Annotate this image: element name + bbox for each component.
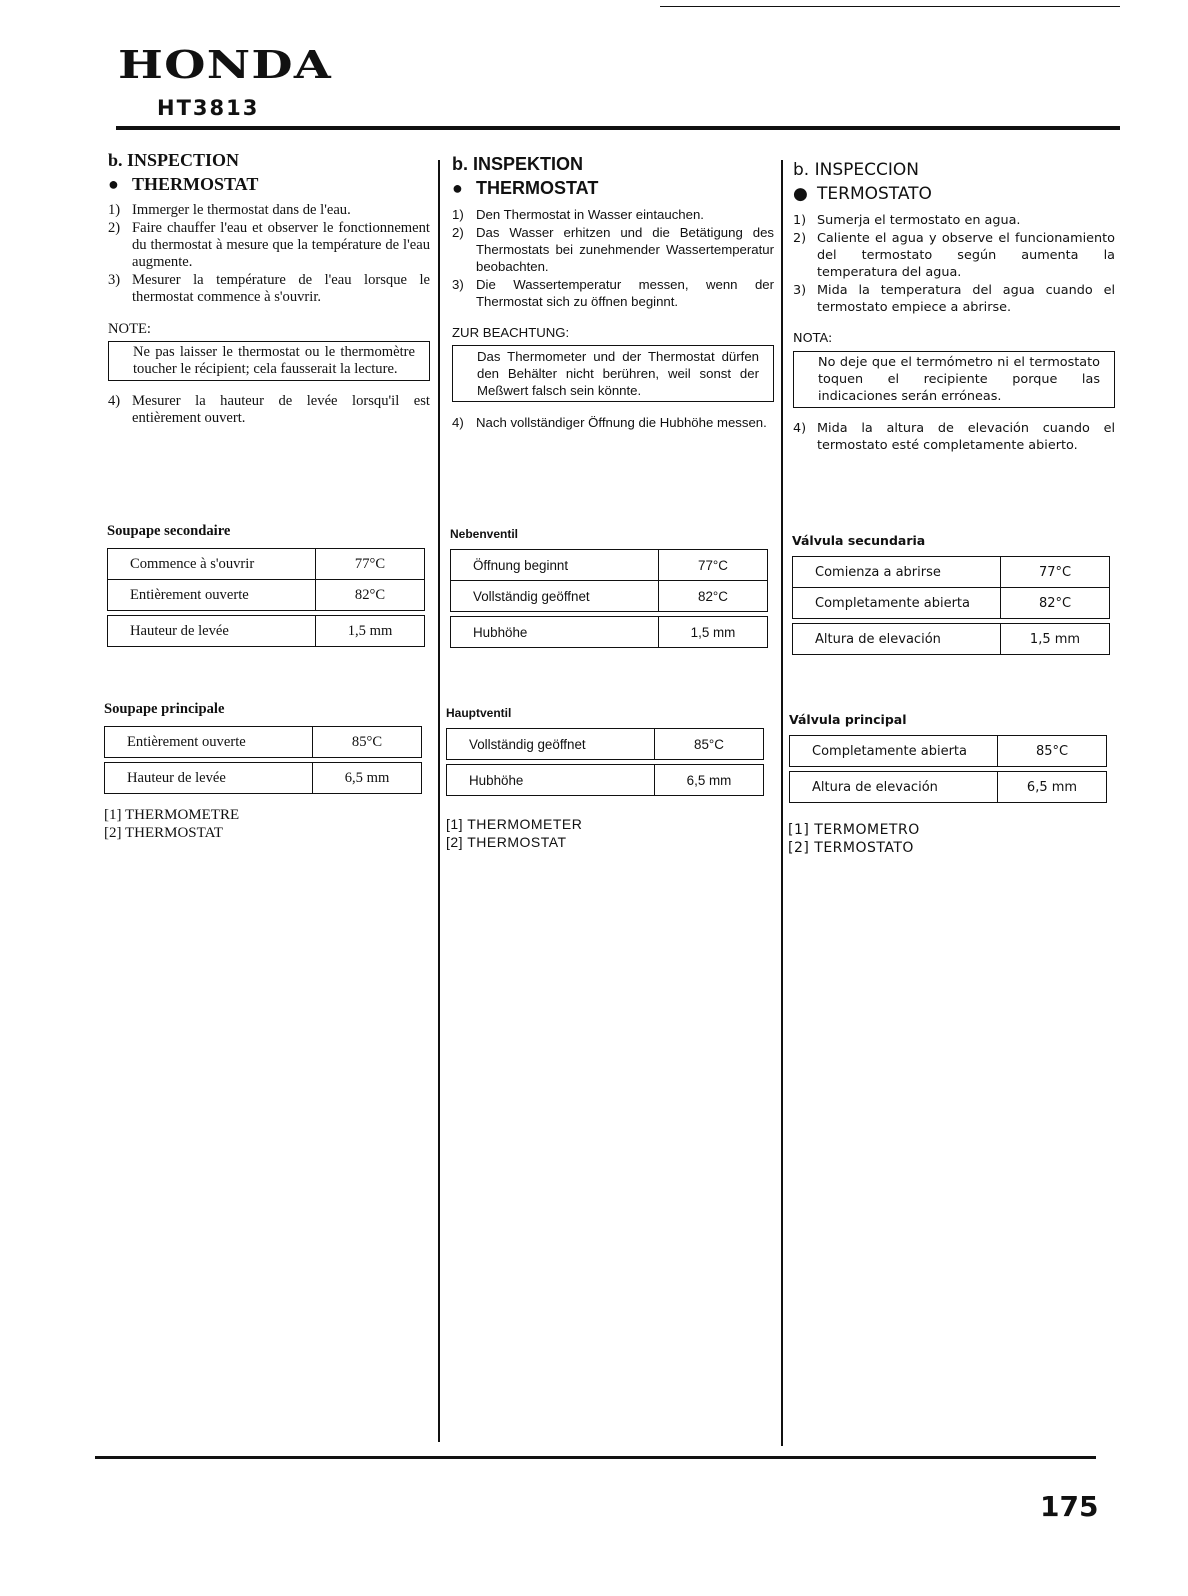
model-number: HT3813 (157, 96, 260, 120)
list-item: 3) Mida la temperatura del agua cuando el termostato empiece a abrirse. (793, 283, 1115, 315)
heading-thermostat: ● THERMOSTAT (452, 178, 599, 198)
spec-table (792, 556, 1110, 655)
legend-item: [2] THERMOSTAT (104, 825, 223, 841)
secondary-valve-de (450, 527, 768, 648)
legend-de (446, 815, 582, 851)
section-title: Válvula principal (789, 712, 907, 727)
table-row: Hubhöhe 1,5 mm (451, 617, 768, 648)
table-row: Entièrement ouverte 82°C (108, 580, 425, 611)
list-item: 2) Faire chauffer l'eau et observer le fonctionnement du thermostat à mesure que la température de l'eau augmente. (108, 220, 430, 270)
legend-item: [1] TERMOMETRO (788, 822, 920, 838)
spec-table (450, 549, 768, 648)
table-row: Vollständig geöffnet 82°C (451, 581, 768, 612)
section-title: Nebenventil (450, 527, 519, 541)
header-rule (116, 126, 1120, 130)
legend-item: [2] THERMOSTAT (446, 834, 567, 850)
list-item: 1) Immerger le thermostat dans de l'eau. (108, 202, 351, 218)
table-row: Entièrement ouverte 85°C (105, 727, 422, 758)
spec-table (446, 728, 764, 796)
page-number: 175 (1040, 1490, 1099, 1523)
column-spanish (793, 158, 1115, 454)
column-divider-2 (781, 160, 783, 1446)
bullet-icon: ● (452, 178, 463, 198)
table-row: Completamente abierta 85°C (790, 736, 1107, 767)
main-valve-de (446, 706, 764, 796)
table-row: Altura de elevación 6,5 mm (790, 772, 1107, 803)
heading-inspection: b. INSPEKTION (452, 154, 584, 174)
heading-inspection: b. INSPECCION (793, 160, 919, 180)
spec-table (104, 726, 422, 794)
list-item: 3) Mesurer la température de l'eau lorsque le thermostat commence à s'ouvrir. (108, 272, 430, 305)
table-row: Hauteur de levée 6,5 mm (105, 763, 422, 794)
top-thin-rule (660, 6, 1120, 7)
heading-inspection: b. INSPECTION (108, 150, 240, 170)
note-label: ZUR BEACHTUNG: (452, 325, 570, 340)
list-item: 4) Mesurer la hauteur de levée lorsqu'il est entièrement ouvert. (108, 393, 430, 426)
main-valve-es (789, 712, 1107, 803)
note-box: Ne pas laisser le thermostat ou le thermomètre toucher le récipient; cela fausserait la lecture. (108, 341, 430, 381)
column-german (452, 152, 774, 431)
note-box: No deje que el termómetro ni el termostato toquen el recipiente porque las indicaciones serán erróneas. (793, 351, 1115, 408)
heading-thermostat: ● THERMOSTAT (108, 174, 259, 194)
section-title: Soupape secondaire (107, 523, 231, 539)
table-row: Hubhöhe 6,5 mm (447, 765, 764, 796)
section-title: Hauptventil (446, 706, 512, 720)
table-row: Completamente abierta 82°C (793, 588, 1110, 619)
list-item: 4) Mida la altura de elevación cuando el termostato esté completamente abierto. (793, 421, 1115, 453)
footer-rule (95, 1456, 1096, 1459)
list-item: 1) Den Thermostat in Wasser eintauchen. (452, 207, 704, 222)
legend-es (788, 821, 920, 857)
note-label: NOTE: (108, 321, 151, 337)
secondary-valve-fr (107, 523, 425, 647)
legend-fr (104, 806, 239, 842)
secondary-valve-es (792, 533, 1110, 655)
table-row: Comienza a abrirse 77°C (793, 557, 1110, 588)
column-divider-1 (438, 160, 440, 1442)
table-row: Hauteur de levée 1,5 mm (108, 616, 425, 647)
list-item: 4) Nach vollständiger Öffnung die Hubhöhe messen. (452, 415, 767, 430)
note-box: Das Thermometer und der Thermostat dürfen den Behälter nicht berühren, weil sonst der Meßwert falsch sein könnte. (452, 345, 774, 402)
brand-logo: HONDA (118, 42, 332, 87)
steps-list (793, 212, 1115, 316)
bullet-icon: ● (793, 184, 808, 204)
section-title: Soupape principale (104, 701, 225, 717)
legend-item: [1] THERMOMETER (446, 816, 583, 832)
table-row: Altura de elevación 1,5 mm (793, 624, 1110, 655)
list-item: 2) Caliente el agua y observe el funcionamiento del termostato según aumenta la temperatura del agua. (793, 231, 1115, 280)
bullet-icon: ● (108, 174, 119, 194)
spec-table (789, 735, 1107, 803)
table-row: Öffnung beginnt 77°C (451, 550, 768, 581)
list-item: 2) Das Wasser erhitzen und die Betätigung des Thermostats bei zunehmender Wassertemperatur beobachten. (452, 225, 774, 274)
main-valve-fr (104, 701, 422, 794)
column-french (108, 148, 430, 427)
section-title: Válvula secundaria (792, 533, 926, 548)
list-item: 1) Sumerja el termostato en agua. (793, 213, 1021, 228)
table-row: Commence à s'ouvrir 77°C (108, 549, 425, 580)
table-row: Vollständig geöffnet 85°C (447, 729, 764, 760)
heading-thermostat: ● TERMOSTATO (793, 184, 932, 204)
legend-item: [1] THERMOMETRE (104, 807, 240, 823)
spec-table (107, 548, 425, 647)
note-label: NOTA: (793, 331, 833, 346)
legend-item: [2] TERMOSTATO (788, 840, 914, 856)
list-item: 3) Die Wassertemperatur messen, wenn der Thermostat sich zu öffnen beginnt. (452, 277, 774, 309)
steps-list (452, 206, 774, 310)
steps-list (108, 202, 430, 306)
